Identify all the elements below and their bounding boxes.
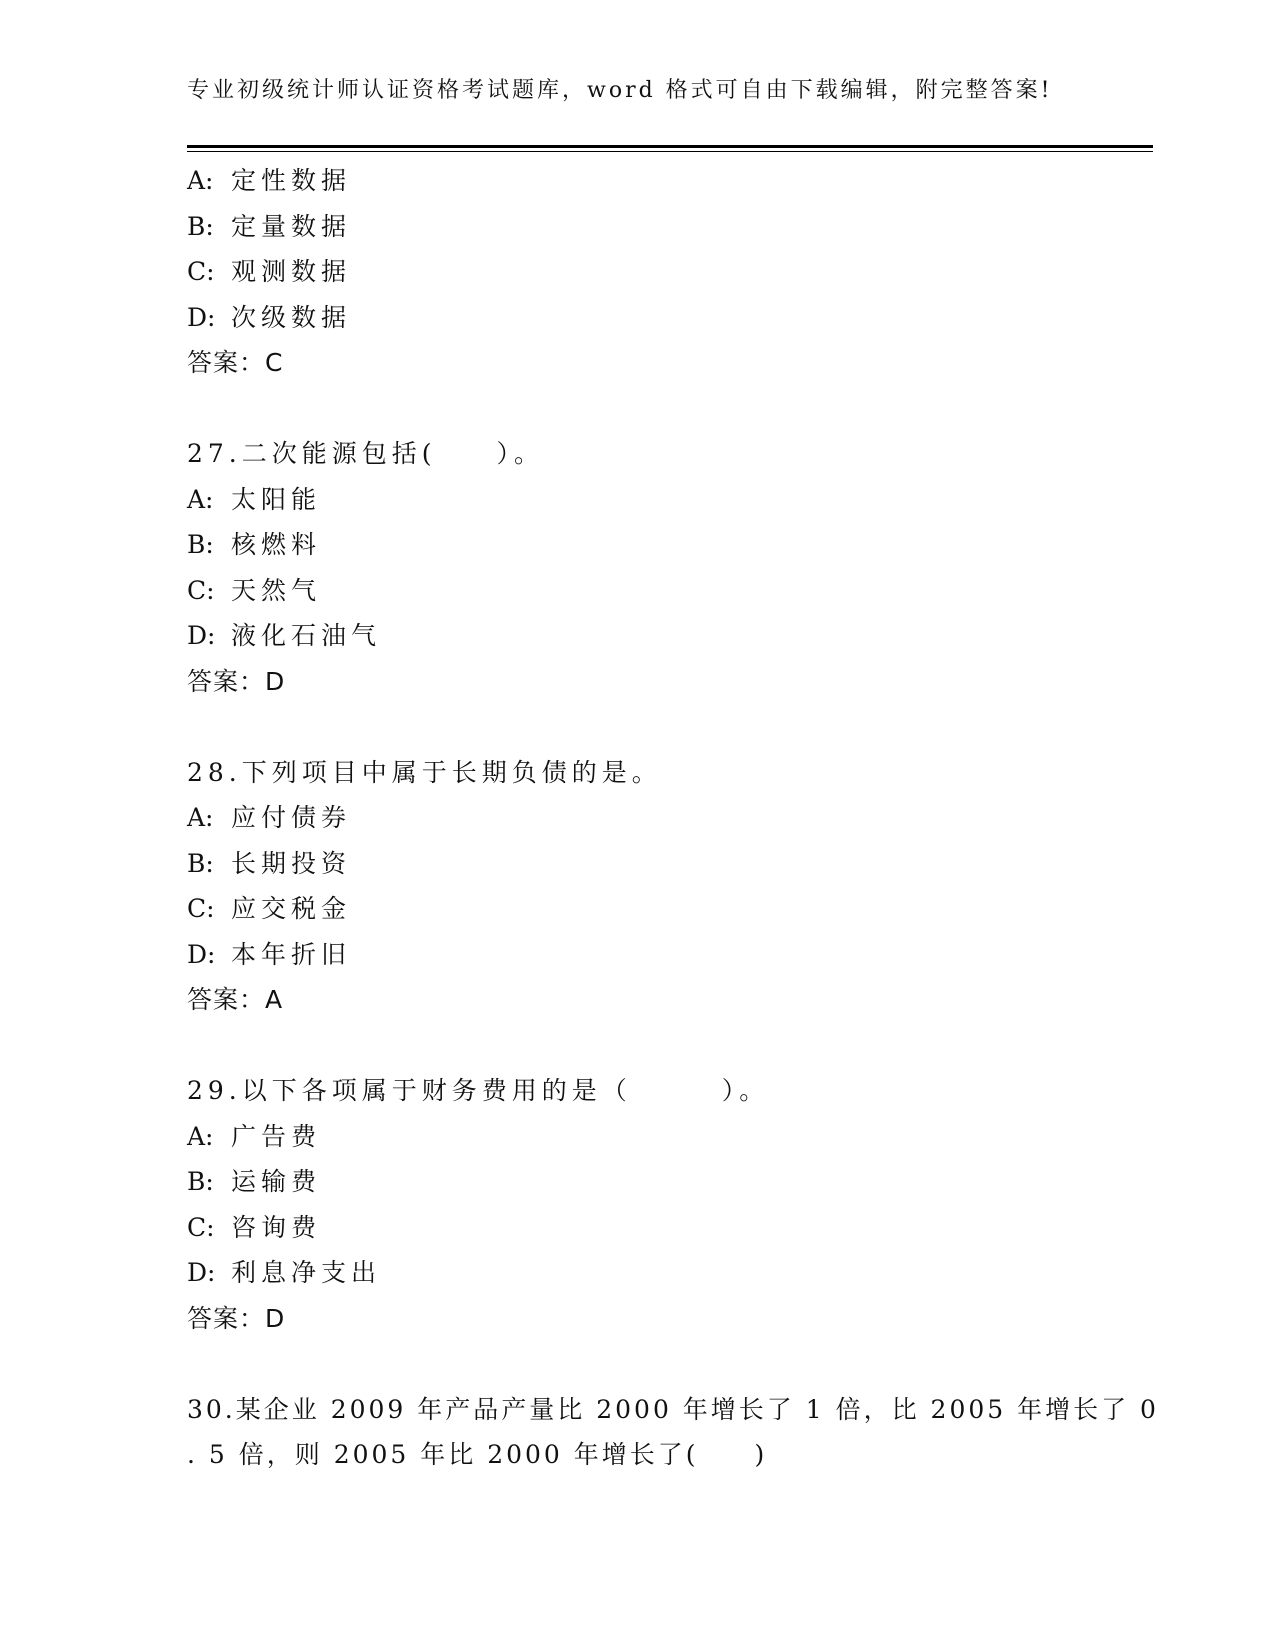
option-c: C: 观测数据 — [187, 257, 352, 286]
option-d: D: 本年折旧 — [187, 939, 352, 969]
option-b: B: 长期投资 — [187, 848, 352, 878]
option-c: C: 应交税金 — [187, 894, 352, 923]
option-d: D: 液化石油气 — [187, 621, 382, 650]
question-27: 27.二次能源包括( ）。 — [187, 439, 545, 468]
option-a: A: 广告费 — [187, 1121, 322, 1151]
question-content — [187, 158, 1159, 1478]
option-c: C: 咨询费 — [187, 1212, 322, 1242]
answer-label: 答案：C — [187, 348, 284, 377]
question-30-line-2: . 5 倍，则 2005 年比 2000 年增长了( ) — [187, 1440, 768, 1469]
option-a: A: 太阳能 — [187, 484, 322, 514]
option-d: D: 利息净支出 — [187, 1258, 382, 1287]
question-29: 29.以下各项属于财务费用的是（ ）。 — [187, 1076, 770, 1105]
answer-label: 答案：A — [187, 985, 284, 1014]
option-b: B: 核燃料 — [187, 530, 322, 559]
page-header: 专业初级统计师认证资格考试题库，word 格式可自由下载编辑，附完整答案! — [187, 78, 1053, 103]
option-b: B: 定量数据 — [187, 211, 352, 241]
option-b: B: 运输费 — [187, 1167, 322, 1196]
answer-label: 答案：D — [187, 666, 286, 696]
question-28: 28.下列项目中属于长期负债的是。 — [187, 757, 662, 787]
option-a: A: 应付债券 — [187, 803, 352, 832]
option-a: A: 定性数据 — [187, 166, 352, 195]
answer-label: 答案：D — [187, 1303, 286, 1333]
question-30-line-1: 30.某企业 2009 年产品产量比 2000 年增长了 1 倍，比 2005 年增长了 0 — [187, 1394, 1159, 1424]
header-divider — [187, 145, 1153, 152]
option-d: D: 次级数据 — [187, 302, 352, 332]
option-c: C: 天然气 — [187, 575, 322, 605]
